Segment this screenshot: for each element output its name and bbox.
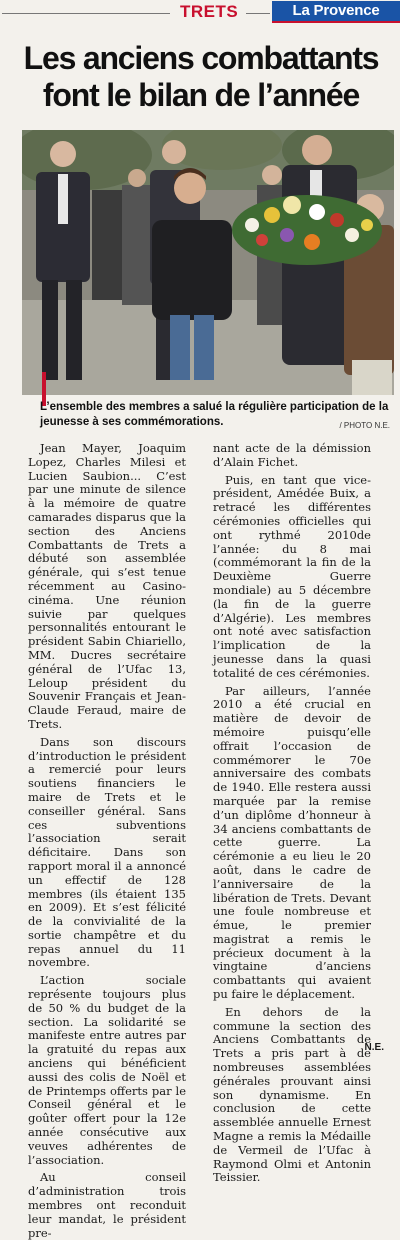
header-rule [246, 13, 270, 14]
article-title: Les anciens combattants font le bilan de l’année [23, 40, 379, 113]
header-rule [2, 13, 170, 14]
article-photo [22, 130, 394, 395]
paragraph: nant acte de la démission d’Alain Fichet. [213, 441, 371, 469]
section-tag: TRETS [180, 2, 239, 21]
paragraph: En dehors de la commune la section des Anciens Combattants de Trets a pris part à de nombreuses assemblées générales prouvant ainsi son dynamisme. En conclusion de cette assemblée annuelle Ernest Magne a remis la Médaille de Vermeil de l’Ufac à Raymond Olmi et Antonin Teissier. [213, 1004, 371, 1185]
photo-caption: L’ensemble des membres a salué la régulière participation de la jeunesse à ses commémorations. [40, 401, 389, 428]
paragraph: Au conseil d’administration trois membres ont reconduit leur mandat, le président pre- [28, 1170, 186, 1240]
author-signature: N.E. [364, 1042, 384, 1053]
paragraph: Dans son discours d’introduction le président a remercié pour leurs soutiens financiers le maire de Trets et le conseiller général. Sans ces subventions l’association serait déficitaire. Dans son rapport moral il a annoncé un effectif de 128 membres (ils étaient 135 en 2009). Et s’est félicité de la convivialité de la sortie champêtre et du repas annuel du 11 novembre. [28, 734, 186, 970]
photo-credit: / PHOTO N.E. [339, 421, 390, 430]
paragraph: Par ailleurs, l’année 2010 a été crucial en matière de devoir de mémoire puisqu’elle offrait l’occasion de commémorer le 70e anniversaire des combats de 1940. Elle restera aussi marquée par la remise d’un diplôme d’honneur à 34 anciens combattants de cette guerre. La cérémonie a eu lieu le 20 août, dans le cadre de l’anniversaire de la libération de Trets. Devant une foule nombreuse et émue, le premier magistrat a remis le précieux document à la vingtaine d’anciens combattants qui avaient pu faire le déplacement. [213, 683, 371, 1002]
article-column-2 [213, 442, 371, 1185]
newspaper-logo: La Provence [272, 1, 400, 23]
paragraph: L’action sociale représente toujours plus de 50 % du budget de la section. La solidarité se manifeste entre autres par la gratuité du repas aux anciens qui bénéficient aussi des colis de Noël et de Printemps offerts par le Conseil général et le goûter offert pour la 12e année consécutive aux veuves adhérentes de l’association. [28, 973, 186, 1167]
paragraph: Puis, en tant que vice-président, Amédée Buix, a retracé les différentes cérémonies officielles qui ont rythmé 2010de l’année: du 8 mai (commémorant la fin de la Deuxième Guerre mondiale) au 5 décembre (la fin de la guerre d’Algérie). Les membres ont noté avec satisfaction l’implication de la jeunesse dans la quasi totalité de ces cérémonies. [213, 472, 371, 680]
page-header [0, 0, 400, 26]
paragraph: Jean Mayer, Joaquim Lopez, Charles Milesi et Lucien Saubion... C’est par une minute de silence à la mémoire de quatre camarades disparus que la section des Anciens Combattants de Trets a débuté son assemblée générale, qui s’est tenue récemment au Casino-cinéma. Une réunion suivie par quelques personnalités entourant le président Sabin Chiariello, MM. Ducres secrétaire général de l’Ufac 13, Leloup président du Souvenir Français et Jean-Claude Feraud, maire de Trets. [28, 441, 186, 731]
article-column-1 [28, 442, 186, 1240]
